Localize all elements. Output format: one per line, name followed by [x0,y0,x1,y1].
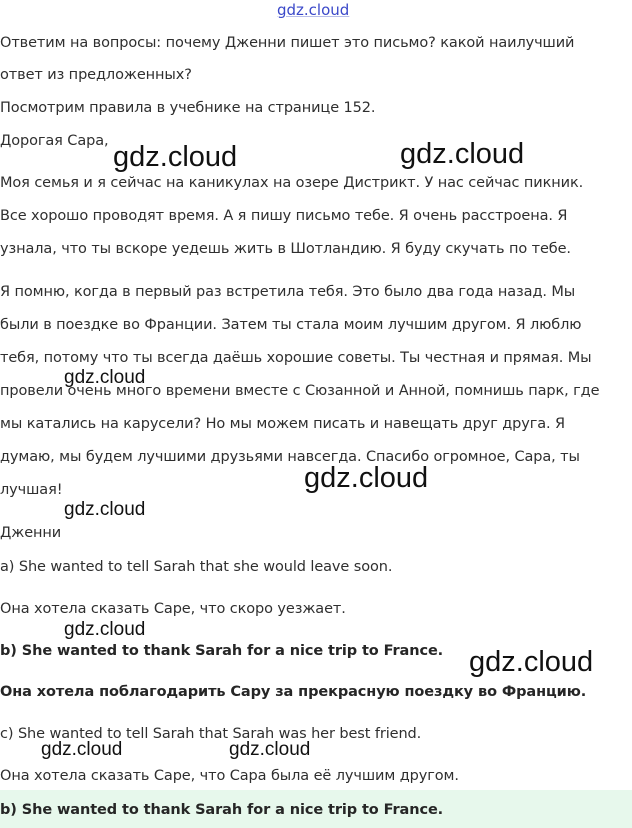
correct-answer: b) She wanted to thank Sarah for a nice trip to France. [0,802,444,818]
watermark: gdz.cloud [41,739,123,760]
letter-signature: Дженни [0,525,62,541]
watermark: gdz.cloud [229,739,311,760]
letter-line: думаю, мы будем лучшими друзьями навсегда. Спасибо огромное, Сара, ты [0,449,580,465]
option-c-russian: Она хотела сказать Саре, что Сара была её лучшим другом. [0,768,459,784]
letter-line: провели очень много времени вместе с Сюзанной и Анной, помнишь парк, где [0,383,600,399]
watermark: gdz.cloud [64,619,146,640]
task-question-line-2: ответ из предложенных? [0,67,192,83]
site-logo[interactable]: gdz.cloud [277,1,350,19]
watermark: gdz.cloud [64,367,146,388]
option-a-english: a) She wanted to tell Sarah that she would leave soon. [0,559,393,575]
watermark: gdz.cloud [64,499,146,520]
watermark: gdz.cloud [469,646,594,678]
watermark: gdz.cloud [113,141,238,173]
letter-greeting: Дорогая Сара, [0,133,109,149]
option-b-english: b) She wanted to thank Sarah for a nice trip to France. [0,643,444,659]
watermark: gdz.cloud [304,462,429,494]
letter-line: были в поездке во Франции. Затем ты стала моим лучшим другом. Я люблю [0,317,582,333]
option-b-russian: Она хотела поблагодарить Сару за прекрасную поездку во Францию. [0,684,587,700]
letter-line: узнала, что ты вскоре уедешь жить в Шотландию. Я буду скучать по тебе. [0,241,571,257]
letter-line: лучшая! [0,482,63,498]
letter-line: тебя, потому что ты всегда даёшь хорошие советы. Ты честная и прямая. Мы [0,350,592,366]
letter-line: Все хорошо проводят время. А я пишу письмо тебе. Я очень расстроена. Я [0,208,568,224]
letter-line: мы катались на карусели? Но мы можем писать и навещать друг друга. Я [0,416,566,432]
rules-reference: Посмотрим правила в учебнике на странице 152. [0,100,376,116]
letter-line: Моя семья и я сейчас на каникулах на озере Дистрикт. У нас сейчас пикник. [0,175,584,191]
task-question-line-1: Ответим на вопросы: почему Дженни пишет это письмо? какой наилучший [0,35,575,51]
watermark: gdz.cloud [400,138,525,170]
option-a-russian: Она хотела сказать Саре, что скоро уезжает. [0,601,346,617]
option-c-english: c) She wanted to tell Sarah that Sarah was her best friend. [0,726,422,742]
letter-line: Я помню, когда в первый раз встретила тебя. Это было два года назад. Мы [0,284,576,300]
